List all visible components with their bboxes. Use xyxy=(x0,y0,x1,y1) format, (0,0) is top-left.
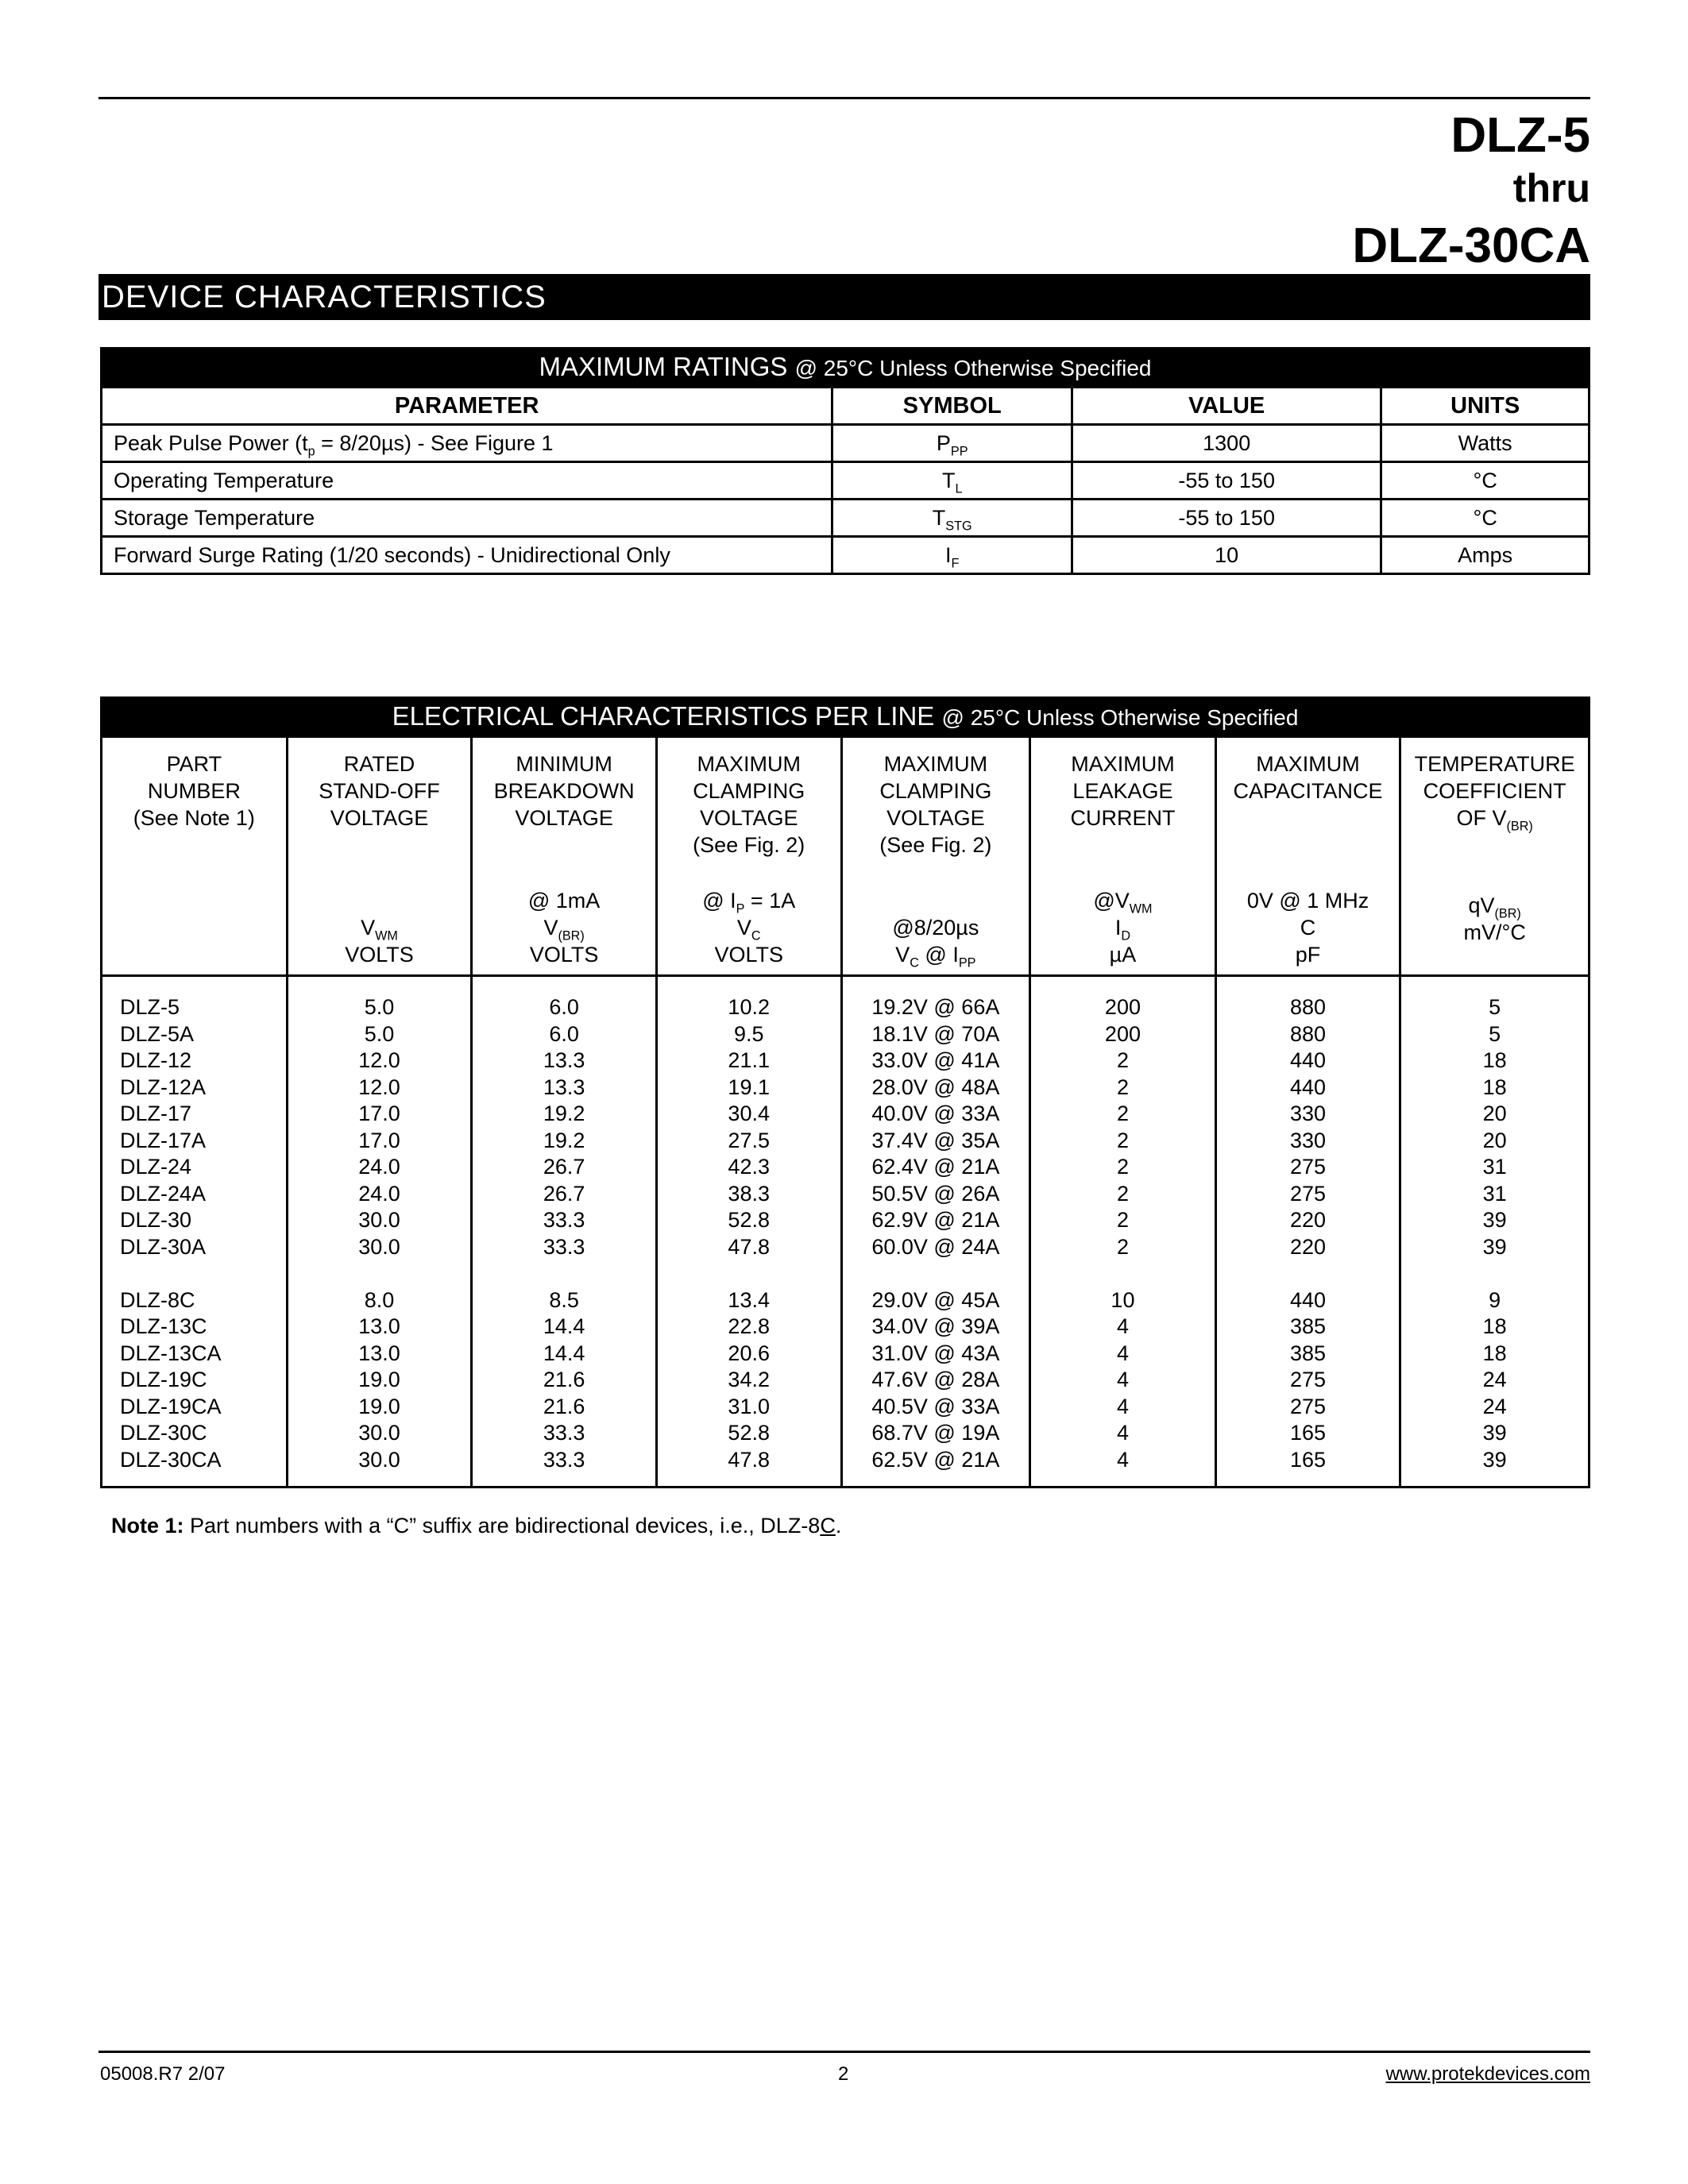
table-cell: 18.1V @ 70A xyxy=(871,1021,1000,1046)
table-cell: 14.4 xyxy=(543,1341,585,1365)
table-cell: 30.4 xyxy=(728,1102,770,1125)
section-title: DEVICE CHARACTERISTICS xyxy=(98,274,1590,320)
part-number: DLZ-30C xyxy=(120,1421,207,1445)
table-cell: 19.0 xyxy=(358,1394,400,1418)
table-cell: 275 xyxy=(1290,1368,1327,1391)
table-cell: 30.0 xyxy=(358,1421,400,1445)
table-cell: 18 xyxy=(1482,1075,1507,1099)
table-cell: 24 xyxy=(1482,1368,1507,1391)
part-number: DLZ-24 xyxy=(120,1155,192,1179)
table-cell: 5 xyxy=(1489,995,1501,1019)
table-cell: 18 xyxy=(1482,1314,1507,1338)
col-breakdown-voltage: MINIMUM BREAKDOWN VOLTAGE @ 1mA $V_{(BR)}$ VOLTS xyxy=(472,737,657,976)
parameter-cell: Forward Surge Rating (1/20 seconds) - Unidirectional Only xyxy=(102,537,832,574)
value-cell: 10 xyxy=(1072,537,1381,574)
table-cell: 4 xyxy=(1116,1447,1129,1472)
table-cell: 275 xyxy=(1290,1394,1327,1418)
table-cell: 220 xyxy=(1290,1208,1327,1232)
table-cell: 34.0V @ 39A xyxy=(871,1314,1000,1338)
table-cell: 8.5 xyxy=(549,1287,579,1312)
table-cell: 39 xyxy=(1482,1234,1507,1259)
table-cell: 62.9V @ 21A xyxy=(871,1208,1000,1232)
table-cell: 33.3 xyxy=(543,1208,585,1232)
electrical-data-body xyxy=(102,976,1590,1488)
col-parameter: PARAMETER xyxy=(102,388,832,425)
value-cell: 1300 xyxy=(1072,425,1381,462)
symbol-cell: $T_{STG}$ xyxy=(832,500,1072,537)
table-cell: 5 xyxy=(1489,1021,1501,1046)
table-cell: 220 xyxy=(1290,1234,1327,1259)
table-cell: 880 xyxy=(1290,1021,1327,1046)
part-number: DLZ-30 xyxy=(120,1208,192,1232)
units-cell: °C xyxy=(1381,500,1590,537)
table-cell: 50.5V @ 26A xyxy=(871,1181,1000,1206)
symbol-cell: $I_F$ xyxy=(832,537,1072,574)
table-row xyxy=(102,462,1590,500)
table-cell: 52.8 xyxy=(728,1208,770,1232)
footer-website-link[interactable]: www.protekdevices.com xyxy=(1385,2063,1590,2085)
table-cell: 39 xyxy=(1482,1447,1507,1472)
table-cell: 165 xyxy=(1290,1447,1327,1472)
clamping-1a-column xyxy=(656,976,841,1488)
table-cell: 33.3 xyxy=(543,1234,585,1259)
table-cell: 2 xyxy=(1116,1181,1129,1206)
table-cell: 275 xyxy=(1290,1181,1327,1206)
table-cell: 880 xyxy=(1290,995,1327,1019)
table-cell: 2 xyxy=(1116,1048,1129,1072)
col-standoff-voltage: RATED STAND-OFF VOLTAGE $V_{WM}$ VOLTS xyxy=(287,737,472,976)
symbol-cell: $T_L$ xyxy=(832,462,1072,500)
table-cell: 5.0 xyxy=(364,995,395,1019)
table-cell: 9 xyxy=(1489,1287,1501,1312)
table-cell: 21.1 xyxy=(728,1048,770,1072)
parameter-cell: Storage Temperature xyxy=(102,500,832,537)
table-cell: 2 xyxy=(1116,1102,1129,1125)
col-capacitance: MAXIMUM CAPACITANCE 0V @ 1 MHz C pF xyxy=(1215,737,1400,976)
table-cell: 30.0 xyxy=(358,1447,400,1472)
table-cell: 4 xyxy=(1116,1314,1129,1338)
note-1: Note 1: Part numbers with a “C” suffix are bidirectional devices, i.e., DLZ-8C. xyxy=(111,1514,842,1538)
table-cell: 42.3 xyxy=(728,1155,770,1179)
part-number: DLZ-17A xyxy=(120,1128,207,1152)
col-leakage-current: MAXIMUM LEAKAGE CURRENT $@V_{WM}$ $I_D$ µA xyxy=(1030,737,1216,976)
table-cell: 440 xyxy=(1290,1075,1327,1099)
table-cell: 30.0 xyxy=(358,1208,400,1232)
table-cell: 440 xyxy=(1290,1048,1327,1072)
table-cell: 24 xyxy=(1482,1394,1507,1418)
table-cell: 10 xyxy=(1111,1287,1135,1312)
table-cell: 34.2 xyxy=(728,1368,770,1391)
table-cell: 47.8 xyxy=(728,1447,770,1472)
table-cell: 13.3 xyxy=(543,1048,585,1072)
table-cell: 385 xyxy=(1290,1341,1327,1365)
col-temperature-coefficient: TEMPERATURE COEFFICIENT OF $V_{(BR)}$ $qV_{(BR)}$ mV/°C xyxy=(1400,737,1590,976)
value-cell: -55 to 150 xyxy=(1072,462,1381,500)
table-cell: 12.0 xyxy=(358,1048,400,1072)
parameter-cell: Operating Temperature xyxy=(102,462,832,500)
table-cell: 385 xyxy=(1290,1314,1327,1338)
table-cell: 9.5 xyxy=(733,1021,764,1046)
part-number: DLZ-19CA xyxy=(120,1394,222,1418)
table-cell: 8.0 xyxy=(364,1287,395,1312)
col-symbol: SYMBOL xyxy=(832,388,1072,425)
table-cell: 24.0 xyxy=(358,1181,400,1206)
table-cell: 20 xyxy=(1482,1128,1507,1152)
bottom-rule xyxy=(98,2051,1590,2053)
col-value: VALUE xyxy=(1072,388,1381,425)
title-part-end: DLZ-30CA xyxy=(1352,218,1590,273)
col-clamping-voltage-ipp: MAXIMUM CLAMPING VOLTAGE (See Fig. 2) @8/20µs $V_C$ @ $I_{PP}$ xyxy=(841,737,1030,976)
part-number-column xyxy=(102,976,288,1488)
part-number: DLZ-13CA xyxy=(120,1341,222,1365)
table-cell: 13.0 xyxy=(358,1341,400,1365)
table-cell: 19.2V @ 66A xyxy=(871,995,1000,1019)
table-cell: 52.8 xyxy=(728,1421,770,1445)
table-cell: 6.0 xyxy=(549,1021,579,1046)
table-cell: 275 xyxy=(1290,1155,1327,1179)
electrical-header xyxy=(102,698,1590,737)
table-cell: 5.0 xyxy=(364,1021,395,1046)
table-cell: 4 xyxy=(1116,1341,1129,1365)
max-ratings-title: MAXIMUM RATINGS xyxy=(539,352,788,381)
table-cell: 39 xyxy=(1482,1421,1507,1445)
table-cell: 33.0V @ 41A xyxy=(871,1048,1000,1072)
table-cell: 62.4V @ 21A xyxy=(871,1155,1000,1179)
table-cell: 13.0 xyxy=(358,1314,400,1338)
table-cell: 18 xyxy=(1482,1341,1507,1365)
table-cell: 12.0 xyxy=(358,1075,400,1099)
part-number: DLZ-12A xyxy=(120,1075,207,1099)
table-cell: 6.0 xyxy=(549,995,579,1019)
table-cell: 27.5 xyxy=(728,1128,770,1152)
table-cell: 17.0 xyxy=(358,1128,400,1152)
footer-page-number: 2 xyxy=(838,2063,849,2085)
table-cell: 21.6 xyxy=(543,1368,585,1391)
part-number: DLZ-5A xyxy=(120,1021,195,1046)
table-cell: 47.6V @ 28A xyxy=(871,1368,1000,1391)
temp-coefficient-column xyxy=(1400,976,1590,1488)
table-cell: 31 xyxy=(1482,1181,1507,1206)
table-cell: 10.2 xyxy=(728,995,770,1019)
table-cell: 26.7 xyxy=(543,1181,585,1206)
table-cell: 22.8 xyxy=(728,1314,770,1338)
leakage-current-column xyxy=(1030,976,1216,1488)
table-cell: 38.3 xyxy=(728,1181,770,1206)
top-rule xyxy=(98,97,1590,99)
breakdown-voltage-column xyxy=(472,976,657,1488)
table-cell: 440 xyxy=(1290,1287,1327,1312)
units-cell: °C xyxy=(1381,462,1590,500)
max-ratings-table xyxy=(100,347,1590,575)
part-number: DLZ-5 xyxy=(120,995,180,1019)
part-number: DLZ-24A xyxy=(120,1181,207,1206)
table-cell: 21.6 xyxy=(543,1394,585,1418)
col-part-number: PART NUMBER (See Note 1) xyxy=(102,737,288,976)
table-cell: 39 xyxy=(1482,1208,1507,1232)
table-row xyxy=(102,537,1590,574)
part-number: DLZ-13C xyxy=(120,1314,207,1338)
table-cell: 200 xyxy=(1104,995,1141,1019)
table-cell: 30.0 xyxy=(358,1234,400,1259)
table-cell: 29.0V @ 45A xyxy=(871,1287,1000,1312)
table-cell: 40.5V @ 33A xyxy=(871,1394,1000,1418)
table-cell: 17.0 xyxy=(358,1102,400,1125)
table-cell: 2 xyxy=(1116,1155,1129,1179)
table-cell: 165 xyxy=(1290,1421,1327,1445)
title-thru: thru xyxy=(1512,166,1590,210)
units-cell: Watts xyxy=(1381,425,1590,462)
table-cell: 14.4 xyxy=(543,1314,585,1338)
table-cell: 33.3 xyxy=(543,1447,585,1472)
part-number: DLZ-19C xyxy=(120,1368,207,1391)
capacitance-column xyxy=(1215,976,1400,1488)
electrical-condition: @ 25°C Unless Otherwise Specified xyxy=(941,705,1299,730)
units-cell: Amps xyxy=(1381,537,1590,574)
table-cell: 28.0V @ 48A xyxy=(871,1075,1000,1099)
table-cell: 60.0V @ 24A xyxy=(871,1234,1000,1259)
table-cell: 47.8 xyxy=(728,1234,770,1259)
table-cell: 19.2 xyxy=(543,1102,585,1125)
table-cell: 2 xyxy=(1116,1208,1129,1232)
table-cell: 19.2 xyxy=(543,1128,585,1152)
part-number: DLZ-17 xyxy=(120,1102,192,1125)
value-cell: -55 to 150 xyxy=(1072,500,1381,537)
table-cell: 31 xyxy=(1482,1155,1507,1179)
table-cell: 13.3 xyxy=(543,1075,585,1099)
table-cell: 4 xyxy=(1116,1394,1129,1418)
table-cell: 4 xyxy=(1116,1421,1129,1445)
table-cell: 2 xyxy=(1116,1128,1129,1152)
table-cell: 24.0 xyxy=(358,1155,400,1179)
table-cell: 200 xyxy=(1104,1021,1141,1046)
parameter-cell: Peak Pulse Power $(t_p = 8/20\mu s)$ - See Figure 1 xyxy=(102,425,832,462)
table-cell: 330 xyxy=(1290,1128,1327,1152)
col-units: UNITS xyxy=(1381,388,1590,425)
table-cell: 68.7V @ 19A xyxy=(871,1421,1000,1445)
part-number: DLZ-12 xyxy=(120,1048,192,1072)
title-part-start: DLZ-5 xyxy=(1450,108,1590,163)
table-cell: 330 xyxy=(1290,1102,1327,1125)
table-cell: 2 xyxy=(1116,1234,1129,1259)
table-cell: 13.4 xyxy=(728,1287,770,1312)
table-cell: 20 xyxy=(1482,1102,1507,1125)
table-cell: 19.1 xyxy=(728,1075,770,1099)
table-cell: 40.0V @ 33A xyxy=(871,1102,1000,1125)
clamping-ipp-column xyxy=(841,976,1030,1488)
table-row xyxy=(102,425,1590,462)
table-row xyxy=(102,500,1590,537)
footer-doc-code: 05008.R7 2/07 xyxy=(100,2063,226,2085)
table-cell: 26.7 xyxy=(543,1155,585,1179)
table-cell: 33.3 xyxy=(543,1421,585,1445)
part-number: DLZ-30CA xyxy=(120,1447,222,1472)
table-cell: 19.0 xyxy=(358,1368,400,1391)
table-cell: 2 xyxy=(1116,1075,1129,1099)
electrical-title: ELECTRICAL CHARACTERISTICS PER LINE xyxy=(392,701,935,731)
col-clamping-voltage-1a: MAXIMUM CLAMPING VOLTAGE (See Fig. 2) @ $I_P = 1A$ $V_C$ VOLTS xyxy=(656,737,841,976)
table-cell: 31.0V @ 43A xyxy=(871,1341,1000,1365)
symbol-cell: $P_{PP}$ xyxy=(832,425,1072,462)
part-number: DLZ-30A xyxy=(120,1234,207,1259)
table-cell: 20.6 xyxy=(728,1341,770,1365)
part-number: DLZ-8C xyxy=(120,1287,195,1312)
table-cell: 62.5V @ 21A xyxy=(871,1447,1000,1472)
table-cell: 37.4V @ 35A xyxy=(871,1128,1000,1152)
table-cell: 31.0 xyxy=(728,1394,770,1418)
max-ratings-header xyxy=(102,349,1590,388)
table-cell: 4 xyxy=(1116,1368,1129,1391)
table-cell: 18 xyxy=(1482,1048,1507,1072)
max-ratings-condition: @ 25°C Unless Otherwise Specified xyxy=(794,356,1152,380)
standoff-voltage-column xyxy=(287,976,472,1488)
electrical-characteristics-table xyxy=(100,696,1590,1488)
